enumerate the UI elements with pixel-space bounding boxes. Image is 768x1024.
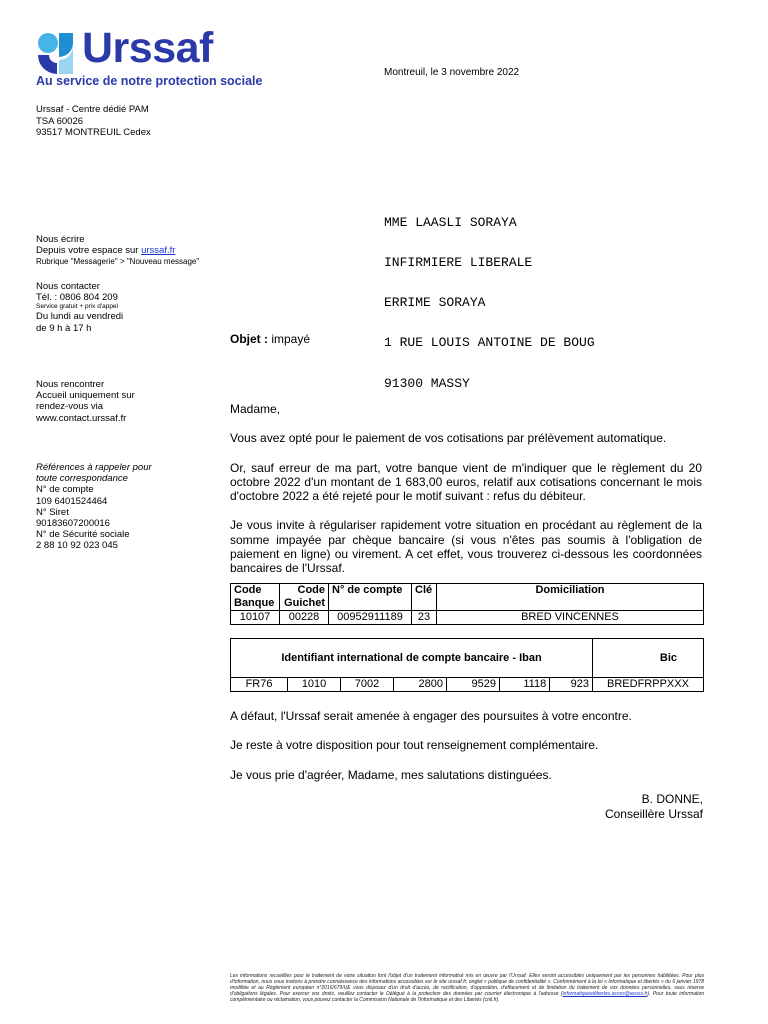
sidebar-write-prefix: Depuis votre espace sur bbox=[36, 245, 142, 257]
sidebar-references bbox=[36, 462, 226, 552]
letter-body-top bbox=[230, 402, 702, 591]
subject-line bbox=[230, 332, 310, 346]
table-header-row bbox=[231, 639, 704, 678]
table-row bbox=[231, 678, 704, 692]
sidebar-write-title: Nous écrire bbox=[36, 234, 85, 245]
header-code-banque: Code Banque bbox=[231, 584, 280, 611]
cell-domiciliation: BRED VINCENNES bbox=[437, 611, 704, 625]
header-iban: Identifiant international de compte bancaire - Iban bbox=[231, 639, 593, 678]
footer-text: Conformément à la loi « Informatique et libertés » du 6 janvier 1978 modifiée et au Règlement européen n°2016/679/UE vous disposez d'un droit d'accès, de rectification, d'opposition, d'effacement et de limitation du traitement de vos données personnelles, sous réserve d'obligations légales. bbox=[230, 979, 705, 997]
urssaf-link[interactable]: urssaf.fr bbox=[141, 245, 176, 257]
header-code-guichet: Code Guichet bbox=[280, 584, 329, 611]
paragraph: Je vous prie d'agréer, Madame, mes salutations distinguées. bbox=[230, 767, 552, 782]
urssaf-tagline: Au service de notre protection sociale bbox=[36, 74, 263, 88]
table-header-row bbox=[231, 584, 704, 611]
paragraph: Vous avez opté pour le paiement de vos cotisations par prélèvement automatique. bbox=[230, 431, 667, 446]
recipient-line: MME LAASLI SORAYA bbox=[384, 214, 517, 230]
cell-bic: BREDFRPPXXX bbox=[593, 678, 704, 692]
sender-line: Urssaf - Centre dédié PAM bbox=[36, 104, 149, 115]
refs-title: Références à rappeler pour bbox=[36, 462, 152, 473]
bank-details-table bbox=[230, 583, 704, 625]
sidebar-write bbox=[36, 234, 226, 267]
sidebar-contact-title: Nous contacter bbox=[36, 281, 100, 292]
subject-value: impayé bbox=[271, 332, 311, 346]
footer-text: Les informations recueillies pour le traitement de votre situation font l'objet d'un traitement informatisé mis en œuvre par l'Urssaf. Elles seront accessibles uniquement par les personnes habilitées. Pour plus d'information, nous vous invitons à prendre connaissance des informations accessibles sur le site urssaf.fr, onglet « politique de confidentialité ». bbox=[230, 973, 704, 985]
header-bic: Bic bbox=[593, 639, 704, 678]
letter-body-bottom bbox=[230, 709, 702, 797]
subject-label: Objet : bbox=[230, 332, 268, 346]
sidebar-meet-title: Nous rencontrer bbox=[36, 379, 105, 390]
refs-account-value: 109 6401524464 bbox=[36, 495, 108, 507]
footer-text: Pour exercer vos droits, veuillez contacter le Délégué à la protection des données par courrier électronique à l'adresse ( bbox=[279, 991, 563, 997]
recipient-line: 91300 MASSY bbox=[384, 375, 470, 391]
sidebar-write-rubrique: Rubrique "Messagerie" > "Nouveau message" bbox=[36, 257, 200, 267]
sidebar-contact-hours: Du lundi au vendredi bbox=[36, 311, 124, 323]
sender-line: 93517 MONTREUIL Cedex bbox=[36, 127, 151, 139]
sidebar-meet-link: www.contact.urssaf.fr bbox=[36, 412, 127, 424]
header-cle: Clé bbox=[412, 584, 437, 611]
refs-ss-label: N° de Sécurité sociale bbox=[36, 529, 130, 541]
header-compte: N° de compte bbox=[329, 584, 412, 611]
cell-iban-part: 7002 bbox=[341, 678, 394, 692]
recipient-address bbox=[384, 189, 595, 404]
recipient-line: INFIRMIERE LIBERALE bbox=[384, 255, 533, 271]
sidebar-meet-line: Accueil uniquement sur bbox=[36, 390, 135, 402]
iban-table bbox=[230, 638, 704, 692]
cell-compte: 00952911189 bbox=[329, 611, 412, 625]
legal-footer bbox=[230, 973, 704, 1003]
signatory-role: Conseillère Urssaf bbox=[604, 807, 703, 821]
salutation: Madame, bbox=[230, 402, 281, 416]
paragraph: Or, sauf erreur de ma part, votre banque vient de m'indiquer que le règlement du 20 octobre 2022 d'un montant de 1 683,00 euros, relatif aux cotisations concernant le mois d'octobre 2022 a été rejeté pour le motif suivant : refus du débiteur. bbox=[230, 460, 702, 504]
cell-cle: 23 bbox=[412, 611, 437, 625]
dpo-email-link[interactable]: informatiqueetlibertes.acoss@acoss.fr bbox=[562, 991, 648, 997]
cell-iban-part: 923 bbox=[550, 678, 593, 692]
refs-title: toute correspondance bbox=[36, 473, 128, 485]
sidebar-contact-note: Service gratuit + prix d'appel bbox=[36, 303, 118, 311]
cell-iban-part: FR76 bbox=[231, 678, 288, 692]
sidebar-meet-line: rendez-vous via bbox=[36, 401, 104, 413]
sidebar-write-line bbox=[36, 245, 226, 256]
refs-account-label: N° de compte bbox=[36, 484, 94, 496]
refs-siret-label: N° Siret bbox=[36, 506, 69, 518]
urssaf-logo-text: Urssaf bbox=[82, 24, 213, 72]
cell-code-guichet: 00228 bbox=[280, 611, 329, 625]
refs-siret-value: 90183607200016 bbox=[36, 518, 110, 530]
cell-iban-part: 9529 bbox=[447, 678, 500, 692]
paragraph: A défaut, l'Urssaf serait amenée à engager des poursuites à votre encontre. bbox=[230, 709, 632, 723]
signatory-name: B. DONNE, bbox=[641, 792, 703, 806]
recipient-line: 1 RUE LOUIS ANTOINE DE BOUG bbox=[384, 335, 595, 351]
refs-ss-value: 2 88 10 92 023 045 bbox=[36, 540, 118, 552]
sidebar-contact bbox=[36, 281, 226, 334]
sidebar-meet bbox=[36, 379, 226, 424]
footer-text: ). Pour toute information complémentaire ou réclamation, vous pouvez contacter la Commission Nationale de l'Informatique et des Libertés (cnil.fr). bbox=[230, 991, 705, 1003]
sidebar-contact-hours: de 9 h à 17 h bbox=[36, 322, 92, 334]
sender-line: TSA 60026 bbox=[36, 115, 84, 127]
table-row bbox=[231, 611, 704, 625]
paragraph: Je vous invite à régulariser rapidement votre situation en procédant au règlement de la somme impayée par chèque bancaire (si vous n'êtes pas soumis à l'obligation de paiement en ligne) ou virement. A cet effet, vous trouverez ci-dessous les coordonnées bancaires de l'Urssaf. bbox=[230, 518, 702, 576]
cell-iban-part: 1010 bbox=[288, 678, 341, 692]
recipient-line: ERRIME SORAYA bbox=[384, 295, 486, 311]
date-line: Montreuil, le 3 novembre 2022 bbox=[384, 67, 520, 78]
sidebar-contact-phone: Tél. : 0806 804 209 bbox=[36, 292, 118, 304]
cell-code-banque: 10107 bbox=[231, 611, 280, 625]
cell-iban-part: 2800 bbox=[394, 678, 447, 692]
cell-iban-part: 1118 bbox=[500, 678, 550, 692]
signature-block bbox=[520, 792, 703, 822]
paragraph: Je reste à votre disposition pour tout renseignement complémentaire. bbox=[230, 738, 599, 753]
header-domiciliation: Domiciliation bbox=[437, 584, 704, 611]
sender-address bbox=[36, 104, 151, 139]
